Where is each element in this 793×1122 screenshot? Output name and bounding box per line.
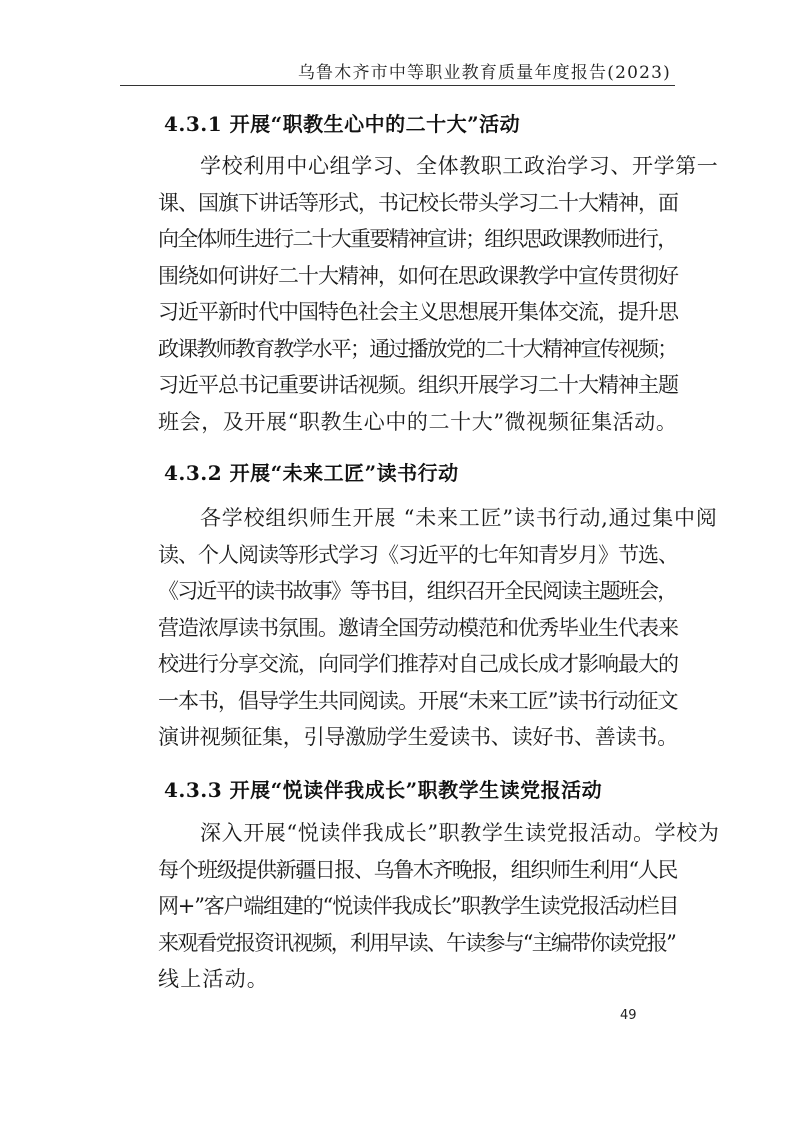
paragraph-line: 一本书，倡导学生共同阅读。开展“未来工匠”读书行动征文 xyxy=(158,688,678,713)
page-number: 49 xyxy=(620,1008,637,1023)
paragraph-line: 各学校组织师生开展 “未来工匠”读书行动,通过集中阅 xyxy=(200,506,718,530)
section-paragraph-4-3-1 xyxy=(158,148,719,440)
paragraph-line: 网+”客户端组建的“悦读伴我成长”职教学生读党报活动栏目 xyxy=(158,894,679,918)
paragraph-line: 营造浓厚读书氛围。邀请全国劳动模范和优秀毕业生代表来 xyxy=(158,615,678,640)
paragraph-line: 《习近平的读书故事》等书目，组织召开全民阅读主题班会， xyxy=(158,579,677,603)
paragraph-line: 习近平总书记重要讲话视频。组织开展学习二十大精神主题 xyxy=(158,373,678,397)
paragraph-line: 读、个人阅读等形式学习《习近平的七年知青岁月》节选、 xyxy=(158,542,678,567)
section-paragraph-4-3-2 xyxy=(158,500,718,756)
section-heading-4-3-1: 4.3.1 开展“职教生心中的二十大”活动 xyxy=(164,112,521,136)
header-divider xyxy=(120,85,675,86)
section-heading-4-3-3: 4.3.3 开展“悦读伴我成长”职教学生读党报活动 xyxy=(164,778,603,802)
paragraph-line: 学校利用中心组学习、全体教职工政治学习、开学第一 xyxy=(200,154,719,178)
paragraph-line: 深入开展“悦读伴我成长”职教学生读党报活动。学校为 xyxy=(200,821,720,845)
paragraph-line: 线上活动。 xyxy=(158,967,269,991)
header-title: 乌鲁木齐市中等职业教育质量年度报告(2023) xyxy=(297,63,671,83)
paragraph-line: 围绕如何讲好二十大精神，如何在思政课教学中宣传贯彻好 xyxy=(158,263,678,288)
paragraph-line: 政课教师教育教学水平；通过播放党的二十大精神宣传视频； xyxy=(158,336,677,361)
paragraph-line: 来观看党报资讯视频，利用早读、午读参与“主编带你读党报” xyxy=(158,930,676,955)
page-header xyxy=(0,0,793,86)
section-heading-4-3-2: 4.3.2 开展“未来工匠”读书行动 xyxy=(164,461,459,485)
section-paragraph-4-3-3 xyxy=(158,815,720,998)
paragraph-line: 向全体师生进行二十大重要精神宣讲；组织思政课教师进行， xyxy=(158,227,677,251)
paragraph-line: 演讲视频征集，引导激励学生爱读书、读好书、善读书。 xyxy=(158,725,678,749)
paragraph-line: 习近平新时代中国特色社会主义思想展开集体交流，提升思 xyxy=(158,300,678,324)
paragraph-line: 班会，及开展“职教生心中的二十大”微视频征集活动。 xyxy=(158,409,678,434)
paragraph-line: 课、国旗下讲话等形式，书记校长带头学习二十大精神，面 xyxy=(158,190,678,215)
paragraph-line: 每个班级提供新疆日报、乌鲁木齐晚报，组织师生利用“人民 xyxy=(158,857,677,882)
paragraph-line: 校进行分享交流，向同学们推荐对自己成长成才影响最大的 xyxy=(158,652,678,676)
